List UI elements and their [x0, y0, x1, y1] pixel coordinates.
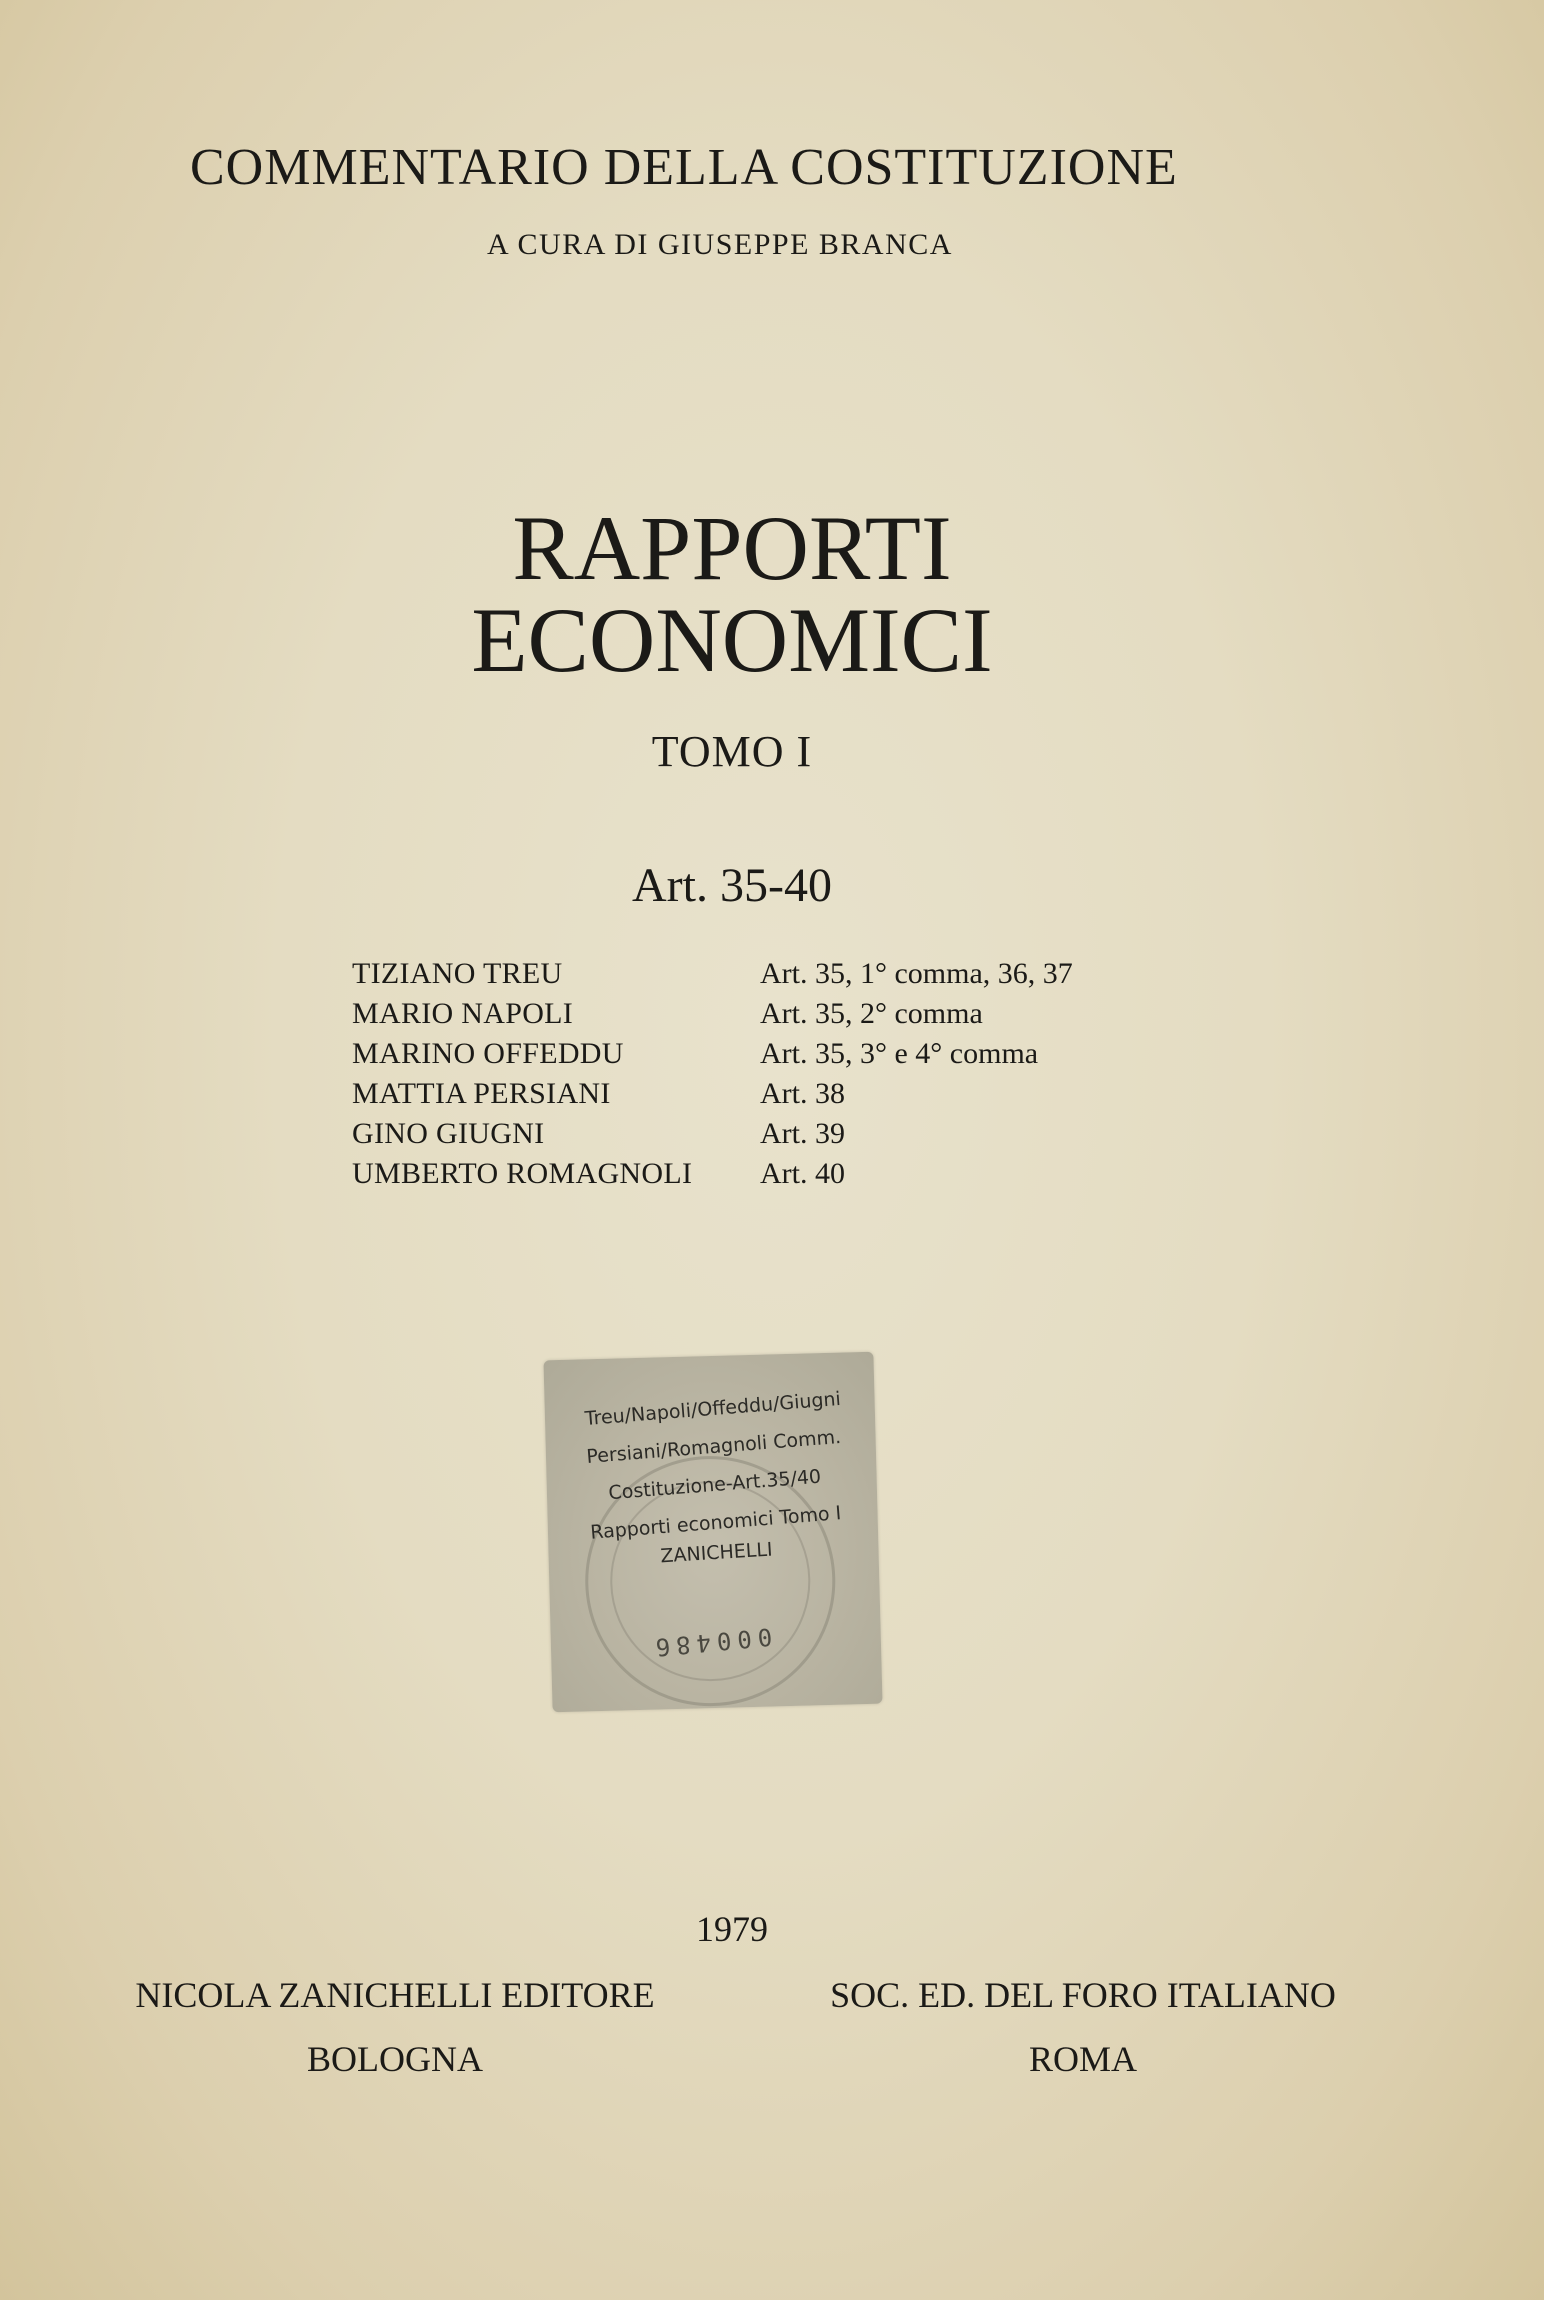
author-articles: Art. 35, 2° comma: [760, 997, 983, 1030]
author-name: TIZIANO TREU: [352, 957, 563, 990]
sticker-line: ZANICHELLI: [659, 1538, 774, 1568]
author-name: GINO GIUGNI: [352, 1117, 545, 1150]
author-name: MARIO NAPOLI: [352, 997, 574, 1030]
author-row: [352, 994, 1073, 1034]
author-articles: Art. 35, 1° comma, 36, 37: [760, 957, 1073, 990]
publisher-name: SOC. ED. DEL FORO ITALIANO: [830, 1975, 1336, 2015]
volume-title-line-1: RAPPORTI: [512, 497, 952, 599]
author-articles: Art. 40: [760, 1157, 845, 1190]
authors-table: [352, 954, 1073, 1194]
author-row: [352, 954, 1073, 994]
publisher-city: ROMA: [1028, 2039, 1138, 2079]
volume-title-line-2: ECONOMICI: [471, 589, 993, 691]
author-row: [352, 1074, 1073, 1114]
author-articles: Art. 39: [760, 1117, 845, 1150]
publisher-name: NICOLA ZANICHELLI EDITORE: [135, 1975, 655, 2015]
author-row: [352, 1114, 1073, 1154]
publication-year: 1979: [696, 1909, 768, 1949]
author-articles: Art. 38: [760, 1077, 845, 1110]
sticker-line: Persiani/Romagnoli Comm.: [585, 1425, 842, 1468]
author-name: UMBERTO ROMAGNOLI: [352, 1157, 693, 1190]
tome-label: TOMO I: [651, 727, 813, 776]
publisher-city: BOLOGNA: [307, 2039, 483, 2079]
author-name: MATTIA PERSIANI: [352, 1077, 611, 1110]
author-row: [352, 1034, 1073, 1074]
sticker-line: Treu/Napoli/Offeddu/Giugni: [584, 1387, 842, 1430]
sticker-line: Costituzione-Art.35/40: [607, 1465, 822, 1505]
library-sticker: [543, 1352, 882, 1713]
editor-line: A CURA DI GIUSEPPE BRANCA: [487, 228, 953, 261]
author-row: [352, 1154, 1073, 1194]
sticker-code: 000486: [648, 1622, 774, 1662]
series-title: COMMENTARIO DELLA COSTITUZIONE: [190, 139, 1178, 196]
sticker-line: Rapporti economici Tomo I: [589, 1502, 842, 1544]
articles-range: Art. 35-40: [632, 859, 832, 912]
author-name: MARINO OFFEDDU: [352, 1037, 624, 1070]
author-articles: Art. 35, 3° e 4° comma: [760, 1037, 1039, 1070]
